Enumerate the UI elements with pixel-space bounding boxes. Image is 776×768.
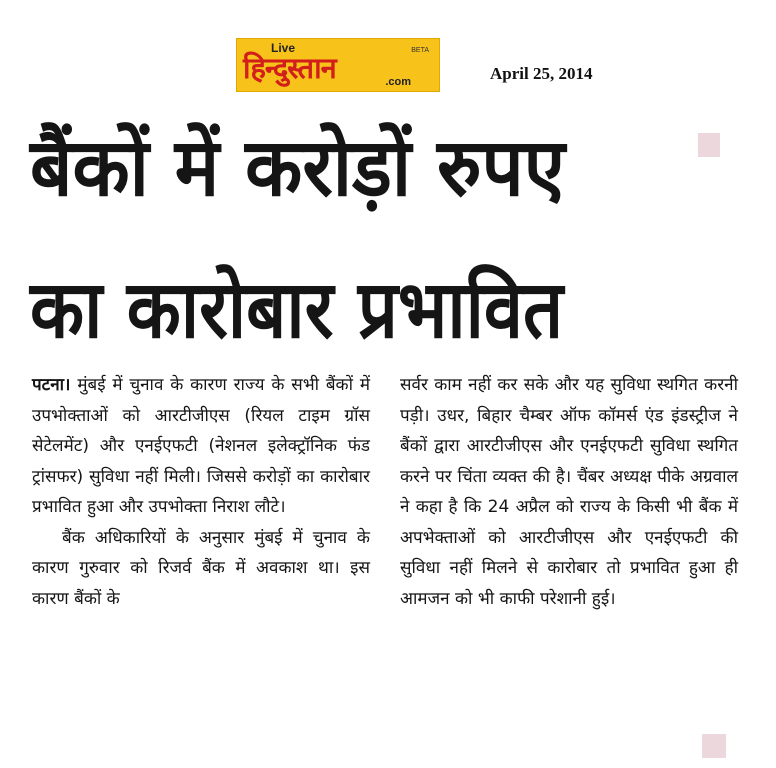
decorative-square-top [698,133,720,157]
logo-dotcom-text: .com [385,76,411,88]
article-column-2-text: सर्वर काम नहीं कर सके और यह सुविधा स्थगित करनी पड़ी। उधर, बिहार चैम्बर ऑफ कॉमर्स एंड इंडस्ट्रीज ने बैंकों द्वारा आरटीजीएस और एनईएफटी सुविधा स्थगित करने पर चिंता व्यक्त की है। चैंबर अध्यक्ष पीके अग्रवाल ने कहा है कि 24 अप्रैल को राज्य के किसी भी बैंक में अपभेक्ताओं को आरटीजीएस और एनईएफटी की सुविधा नहीं मिलने से कारोबार तो प्रभावित हुआ ही आमजन को भी काफी परेशानी हुई। [400,375,738,609]
article-paragraph-2: बैंक अधिकारियों के अनुसार मुंबई में चुनाव के कारण गुरुवार को रिजर्व बैंक में अवकाश था। इस कारण बैंकों के [32,527,370,609]
article-dateline: पटना। [32,375,71,395]
article-paragraph-1 [32,370,370,523]
newspaper-logo [236,38,440,92]
decorative-square-bottom [702,734,726,758]
publication-date: April 25, 2014 [490,64,593,83]
headline-line-1: बैंकों में करोड़ों रुपए [30,121,565,214]
article-paragraph-1-text: मुंबई में चुनाव के कारण राज्य के सभी बैंकों में उपभोक्ताओं को आरटीजीएस (रियल टाइम ग्रॉस सेटेलमेंट) और एनईएफटी (नेशनल इलेक्ट्रॉनिक फंड ट्रांसफर) सुविधा नहीं मिली। जिससे करोड़ों का कारोबार प्रभावित हुआ और उपभोक्ता निराश लौटे। [32,375,370,517]
logo-beta-text: BETA [411,47,429,54]
logo-live-text: Live [271,41,296,55]
article-column-2 [400,370,738,614]
article-column-1 [32,370,370,614]
logo-name-text: हिन्दुस्तान [243,51,336,85]
headline-line-2: का कारोबार प्रभावित [30,263,564,356]
